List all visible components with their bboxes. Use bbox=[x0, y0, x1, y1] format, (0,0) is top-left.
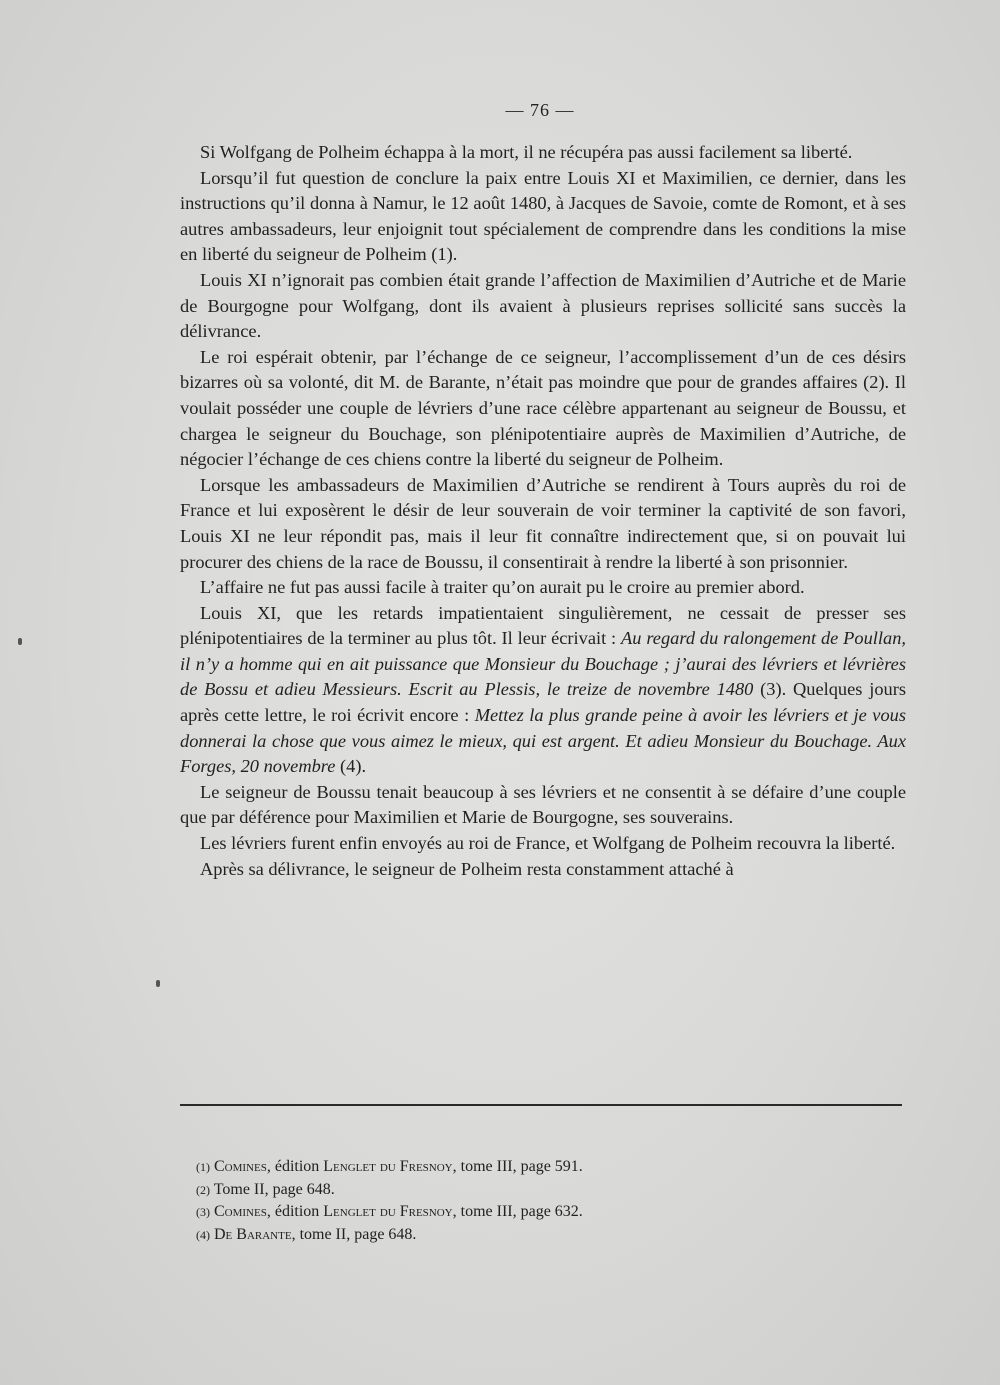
paragraph-4 bbox=[180, 345, 906, 473]
footnote-editor: Lenglet du Fresnoy bbox=[323, 1158, 453, 1175]
footnotes bbox=[196, 1156, 896, 1246]
footnote-2 bbox=[196, 1179, 896, 1202]
paragraph-1-text: Si Wolfgang de Polheim échappa à la mort, il ne récupéra pas aussi facilement sa liberté. bbox=[200, 142, 853, 162]
letter-quote-1: Au regard du ralongement de Poullan, il n’y a homme qui en ait puissance que Monsieur du Bouchage ; j’aurai des lévriers et lévrières de Bossu et adieu Messieurs. Escrit au Plessis, le treize de novembre 1480 bbox=[180, 628, 906, 700]
paragraph-5 bbox=[180, 473, 906, 575]
footnote-editor: Lenglet du Fresnoy bbox=[323, 1203, 453, 1220]
footnote-rest: , tome III, page 591. bbox=[452, 1158, 583, 1175]
footnote-mark: (2) bbox=[196, 1182, 210, 1197]
paragraph-5-text: Lorsque les ambassadeurs de Maximilien d’Autriche se rendirent à Tours auprès du roi de France et lui exposèrent le désir de leur souverain de voir terminer la captivité de son favori, Louis XI ne leur répondit pas, mais il leur fit connaître indirectement que, si on pouvait lui procurer des chiens de la race de Boussu, il consentirait à rendre la liberté à son prisonnier. bbox=[180, 474, 906, 572]
footnote-mark: (4) bbox=[196, 1227, 210, 1242]
paragraph-7-text-c: (4). bbox=[335, 756, 367, 777]
footnote-divider bbox=[180, 1104, 902, 1106]
footnote-author: De Barante bbox=[214, 1225, 292, 1243]
paragraph-6-text: L’affaire ne fut pas aussi facile à traiter qu’on aurait pu le croire au premier abord. bbox=[200, 577, 805, 598]
paragraph-10 bbox=[180, 857, 906, 883]
paragraph-10-text: Après sa délivrance, le seigneur de Polheim resta constamment attaché à bbox=[200, 858, 734, 879]
margin-speck bbox=[18, 638, 22, 645]
page-number: — 76 — bbox=[505, 100, 575, 120]
footnote-rest: , tome III, page 632. bbox=[452, 1203, 583, 1220]
paragraph-9 bbox=[180, 831, 906, 857]
margin-speck bbox=[156, 980, 160, 987]
paragraph-1 bbox=[180, 140, 906, 166]
footnote-separator: , édition bbox=[266, 1203, 324, 1220]
paragraph-9-text: Les lévriers furent enfin envoyés au roi de France, et Wolfgang de Polheim recouvra la liberté. bbox=[200, 833, 896, 854]
paragraph-8 bbox=[180, 780, 906, 831]
letter-quote-2: Mettez la plus grande peine à avoir les lévriers et je vous donnerai la chose que vous aimez le mieux, qui est argent. Et adieu Monsieur du Bouchage. Aux Forges, 20 novembre bbox=[180, 705, 907, 777]
footnote-mark: (3) bbox=[196, 1205, 210, 1219]
paragraph-2 bbox=[180, 166, 906, 268]
footnote-author: Comines bbox=[214, 1203, 267, 1220]
paragraph-7-text-a: Louis XI, que les retards impatientaient singulièrement, ne cessait de presser ses plénipotentiaires de la terminer au plus tôt. Il leur écrivait : bbox=[180, 602, 906, 649]
paragraph-7 bbox=[180, 601, 906, 780]
footnote-1 bbox=[196, 1156, 896, 1179]
footnote-3 bbox=[196, 1201, 896, 1224]
paragraph-6 bbox=[180, 575, 906, 601]
footnote-mark: (1) bbox=[196, 1160, 210, 1174]
body-text bbox=[180, 140, 906, 882]
footnote-author: Comines bbox=[214, 1158, 267, 1175]
footnote-4 bbox=[196, 1224, 896, 1247]
footnote-separator: , édition bbox=[266, 1158, 324, 1175]
footnote-rest: Tome II, page 648. bbox=[213, 1180, 335, 1198]
paragraph-4-text: Le roi espérait obtenir, par l’échange de ce seigneur, l’accomplissement d’un de ces désirs bizarres où sa volonté, dit M. de Barante, n’était pas moindre que pour de grandes affaires (2). Il voulait posséder une couple de lévriers d’une race célèbre appartenant au seigneur de Boussu, et chargea le seigneur du Bouchage, son plénipotentiaire auprès de Maximilien d’Autriche, de négocier l’échange de ces chiens contre la liberté du seigneur de Polheim. bbox=[180, 346, 906, 470]
footnote-rest: , tome II, page 648. bbox=[291, 1225, 417, 1243]
paragraph-3 bbox=[180, 268, 906, 345]
paragraph-8-text: Le seigneur de Boussu tenait beaucoup à ses lévriers et ne consentit à se défaire d’une couple que par déférence pour Maximilien et Marie de Bourgogne, ses souverains. bbox=[180, 781, 906, 828]
paragraph-7-text-b: (3). Quelques jours après cette lettre, le roi écrivit encore : bbox=[180, 679, 906, 726]
paragraph-2-text: Lorsqu’il fut question de conclure la paix entre Louis XI et Maximilien, ce dernier, dans les instructions qu’il donna à Namur, le 12 août 1480, à Jacques de Savoie, comte de Romont, et à ses autres ambassadeurs, leur enjoignit tout spécialement de comprendre dans les conditions la mise en liberté du seigneur de Polheim (1). bbox=[180, 167, 906, 265]
paragraph-3-text: Louis XI n’ignorait pas combien était grande l’affection de Maximilien d’Autriche et de Marie de Bourgogne pour Wolfgang, dont ils avaient à plusieurs reprises sollicité sans succès la délivrance. bbox=[180, 269, 906, 342]
